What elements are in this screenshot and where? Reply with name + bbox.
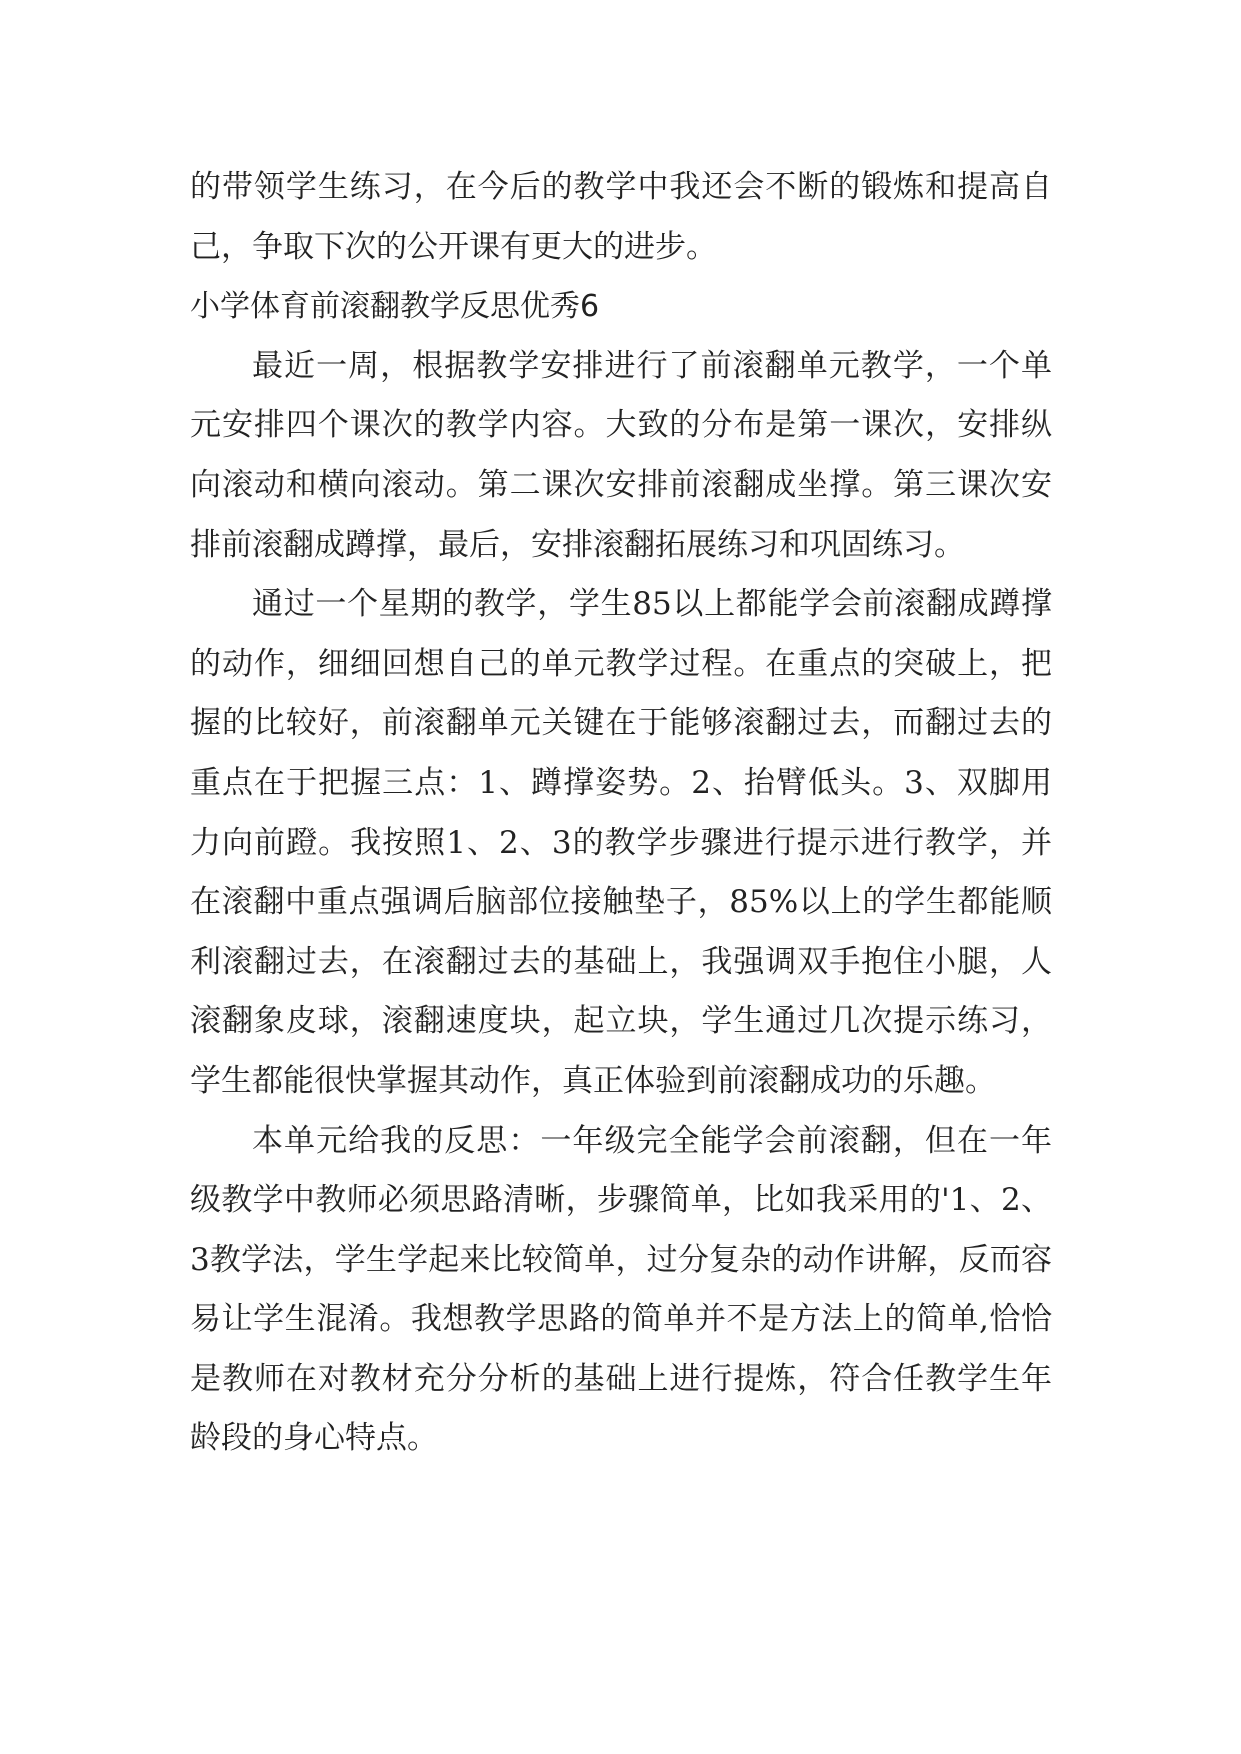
paragraph-1: 最近一周，根据教学安排进行了前滚翻单元教学，一个单元安排四个课次的教学内容。大致的分布是第一课次，安排纵向滚动和横向滚动。第二课次安排前滚翻成坐撑。第三课次安排前滚翻成蹲撑，最后，安排滚翻拓展练习和巩固练习。 bbox=[190, 347, 1052, 563]
document-body bbox=[190, 158, 1052, 1469]
paragraph-2: 通过一个星期的教学，学生85以上都能学会前滚翻成蹲撑的动作，细细回想自己的单元教学过程。在重点的突破上，把握的比较好，前滚翻单元关键在于能够滚翻过去，而翻过去的重点在于把握三点：1、蹲撑姿势。2、抬臂低头。3、双脚用力向前蹬。我按照1、2、3的教学步骤进行提示进行教学，并在滚翻中重点强调后脑部位接触垫子，85%以上的学生都能顺利滚翻过去，在滚翻过去的基础上，我强调双手抱住小腿，人滚翻象皮球，滚翻速度块，起立块，学生通过几次提示练习，学生都能很快掌握其动作，真正体验到前滚翻成功的乐趣。 bbox=[190, 586, 1052, 1099]
section-title: 小学体育前滚翻教学反思优秀6 bbox=[190, 289, 600, 325]
continued-paragraph: 的带领学生练习，在今后的教学中我还会不断的锻炼和提高自己，争取下次的公开课有更大的进步。 bbox=[190, 169, 1052, 265]
paragraph-3: 本单元给我的反思：一年级完全能学会前滚翻，但在一年级教学中教师必须思路清晰，步骤简单，比如我采用的'1、2、3教学法，学生学起来比较简单，过分复杂的动作讲解，反而容易让学生混淆。我想教学思路的简单并不是方法上的简单,恰恰是教师在对教材充分分析的基础上进行提炼，符合任教学生年龄段的身心特点。 bbox=[190, 1122, 1052, 1457]
